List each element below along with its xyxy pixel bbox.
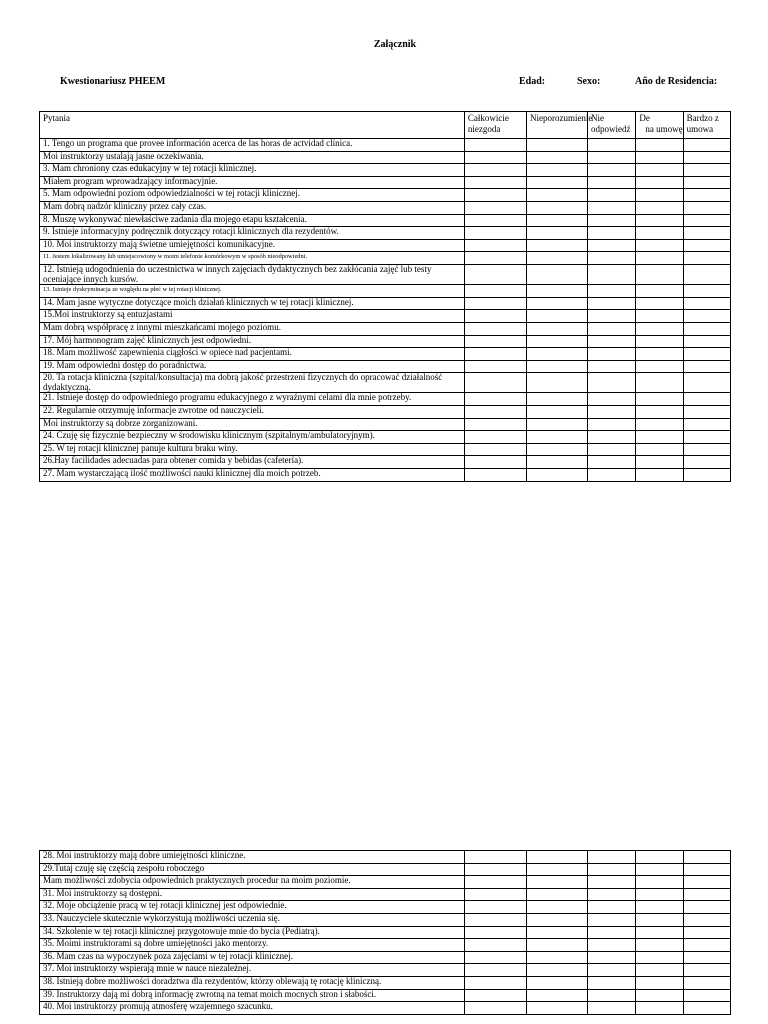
answer-cell-1[interactable] [464, 964, 526, 977]
question-text: 32. Moje obciążenie pracą w tej rotacji klinicznej jest odpowiednie. [40, 901, 465, 914]
answer-cell-4[interactable] [636, 189, 683, 202]
answer-cell-5[interactable] [683, 456, 730, 469]
answer-cell-4[interactable] [636, 373, 683, 393]
answer-cell-1[interactable] [464, 926, 526, 939]
answer-cell-1[interactable] [464, 951, 526, 964]
column-header-na-umowe [636, 112, 683, 139]
answer-cell-5[interactable] [683, 393, 730, 406]
answer-cell-3[interactable] [587, 151, 635, 164]
answer-cell-5[interactable] [683, 1002, 730, 1015]
answer-cell-2[interactable] [526, 876, 587, 889]
table-row [40, 863, 731, 876]
answer-cell-1[interactable] [464, 989, 526, 1002]
answer-cell-1[interactable] [464, 939, 526, 952]
answer-cell-4[interactable] [636, 851, 683, 864]
answer-cell-4[interactable] [636, 164, 683, 177]
table-row [40, 851, 731, 864]
answer-cell-5[interactable] [683, 976, 730, 989]
table-row [40, 964, 731, 977]
table-row [40, 297, 731, 310]
answer-cell-5[interactable] [683, 360, 730, 373]
answer-cell-2[interactable] [526, 1002, 587, 1015]
table-row [40, 214, 731, 227]
answer-cell-4[interactable] [636, 1002, 683, 1015]
question-text: 21. Istnieje dostęp do odpowiedniego programu edukacyjnego z wyraźnymi celami dla mnie potrzeby. [40, 393, 465, 406]
table-row [40, 176, 731, 189]
answer-cell-1[interactable] [464, 406, 526, 419]
answer-cell-3[interactable] [587, 214, 635, 227]
column-header-pytania: Pytania [40, 112, 465, 139]
table-row [40, 926, 731, 939]
answer-cell-2[interactable] [526, 406, 587, 419]
answer-cell-3[interactable] [587, 939, 635, 952]
answer-cell-1[interactable] [464, 285, 526, 298]
table-row [40, 456, 731, 469]
question-text: 31. Moi instruktorzy są dostępni. [40, 888, 465, 901]
question-text: Mam dobrą współpracę z innymi mieszkańcami mojego poziomu. [40, 322, 465, 335]
answer-cell-5[interactable] [683, 285, 730, 298]
table-row [40, 469, 731, 482]
table-row [40, 139, 731, 152]
answer-cell-3[interactable] [587, 431, 635, 444]
answer-cell-4[interactable] [636, 863, 683, 876]
answer-cell-2[interactable] [526, 989, 587, 1002]
answer-cell-5[interactable] [683, 443, 730, 456]
questionnaire-table-page1 [39, 111, 731, 482]
answer-cell-5[interactable] [683, 151, 730, 164]
table-row [40, 913, 731, 926]
table-row [40, 393, 731, 406]
answer-cell-5[interactable] [683, 851, 730, 864]
answer-cell-5[interactable] [683, 989, 730, 1002]
answer-cell-1[interactable] [464, 151, 526, 164]
answer-cell-5[interactable] [683, 310, 730, 323]
table-row [40, 431, 731, 444]
question-text: 12. Istnieją udogodnienia do uczestnictwa w innych zajęciach dydaktycznych bez zakłócania zajęć lub testy oceniające innych kursów. [40, 264, 465, 284]
answer-cell-2[interactable] [526, 951, 587, 964]
questionnaire-table-page2 [39, 850, 731, 1015]
answer-cell-4[interactable] [636, 443, 683, 456]
table-row [40, 151, 731, 164]
answer-cell-3[interactable] [587, 297, 635, 310]
answer-cell-4[interactable] [636, 348, 683, 361]
answer-cell-4[interactable] [636, 214, 683, 227]
table-row [40, 201, 731, 214]
answer-cell-1[interactable] [464, 431, 526, 444]
answer-cell-3[interactable] [587, 888, 635, 901]
answer-cell-3[interactable] [587, 227, 635, 240]
answer-cell-5[interactable] [683, 201, 730, 214]
answer-cell-3[interactable] [587, 989, 635, 1002]
table-row [40, 951, 731, 964]
answer-cell-4[interactable] [636, 335, 683, 348]
answer-cell-3[interactable] [587, 348, 635, 361]
answer-cell-2[interactable] [526, 264, 587, 284]
answer-cell-1[interactable] [464, 201, 526, 214]
answer-cell-2[interactable] [526, 201, 587, 214]
table-row [40, 443, 731, 456]
answer-cell-3[interactable] [587, 373, 635, 393]
answer-cell-2[interactable] [526, 239, 587, 252]
answer-cell-3[interactable] [587, 469, 635, 482]
table-row [40, 989, 731, 1002]
answer-cell-1[interactable] [464, 239, 526, 252]
answer-cell-2[interactable] [526, 469, 587, 482]
question-text: 22. Regularnie otrzymuję informacje zwrotne od nauczycieli. [40, 406, 465, 419]
answer-cell-5[interactable] [683, 264, 730, 284]
question-text: 40. Moi instruktorzy promują atmosferę wzajemnego szacunku. [40, 1002, 465, 1015]
answer-cell-3[interactable] [587, 322, 635, 335]
question-text: 15.Moi instruktorzy są entuzjastami [40, 310, 465, 323]
answer-cell-3[interactable] [587, 360, 635, 373]
answer-cell-4[interactable] [636, 139, 683, 152]
answer-cell-2[interactable] [526, 976, 587, 989]
table-row [40, 285, 731, 298]
answer-cell-2[interactable] [526, 443, 587, 456]
answer-cell-1[interactable] [464, 360, 526, 373]
answer-cell-3[interactable] [587, 176, 635, 189]
answer-cell-1[interactable] [464, 310, 526, 323]
answer-cell-1[interactable] [464, 418, 526, 431]
answer-cell-1[interactable] [464, 876, 526, 889]
answer-cell-3[interactable] [587, 951, 635, 964]
column-header-bardzo-z-umowa: Bardzo z umowa [683, 112, 730, 139]
answer-cell-4[interactable] [636, 964, 683, 977]
answer-cell-5[interactable] [683, 406, 730, 419]
answer-cell-4[interactable] [636, 239, 683, 252]
table-row [40, 335, 731, 348]
answer-cell-5[interactable] [683, 888, 730, 901]
question-text: Miałem program wprowadzający informacyjnie. [40, 176, 465, 189]
answer-cell-4[interactable] [636, 322, 683, 335]
answer-cell-4[interactable] [636, 901, 683, 914]
answer-cell-2[interactable] [526, 139, 587, 152]
answer-cell-4[interactable] [636, 469, 683, 482]
question-text: 25. W tej rotacji klinicznej panuje kultura braku winy. [40, 443, 465, 456]
answer-cell-4[interactable] [636, 285, 683, 298]
question-text: 20. Ta rotacja kliniczna (szpital/konsultacja) ma dobrą jakość przestrzeni fizycznych do opracować działalność dydaktyczną. [40, 373, 465, 393]
page-title: Załącznik [373, 39, 417, 50]
question-text: 1. Tengo un programa que provee información acerca de las horas de actvidad clínica. [40, 139, 465, 152]
answer-cell-1[interactable] [464, 443, 526, 456]
question-text: 17. Mój harmonogram zajęć klinicznych jest odpowiedni. [40, 335, 465, 348]
answer-cell-4[interactable] [636, 201, 683, 214]
table-row [40, 227, 731, 240]
table-row [40, 310, 731, 323]
answer-cell-1[interactable] [464, 976, 526, 989]
answer-cell-4[interactable] [636, 252, 683, 265]
answer-cell-5[interactable] [683, 214, 730, 227]
table-row [40, 876, 731, 889]
answer-cell-2[interactable] [526, 310, 587, 323]
answer-cell-3[interactable] [587, 201, 635, 214]
answer-cell-2[interactable] [526, 926, 587, 939]
answer-cell-5[interactable] [683, 297, 730, 310]
anio-residencia-label: Año de Residencia: [635, 76, 718, 87]
answer-cell-5[interactable] [683, 876, 730, 889]
question-text: 33. Nauczyciele skutecznie wykorzystują możliwości uczenia się. [40, 913, 465, 926]
answer-cell-1[interactable] [464, 335, 526, 348]
answer-cell-2[interactable] [526, 393, 587, 406]
answer-cell-1[interactable] [464, 863, 526, 876]
question-text: 39. Instruktorzy dają mi dobrą informację zwrotną na temat moich mocnych stron i słabości. [40, 989, 465, 1002]
answer-cell-3[interactable] [587, 863, 635, 876]
answer-cell-1[interactable] [464, 469, 526, 482]
answer-cell-5[interactable] [683, 335, 730, 348]
question-text: Moi instruktorzy ustalają jasne oczekiwania. [40, 151, 465, 164]
question-text: 14. Mam jasne wytyczne dotyczące moich działań klinicznych w tej rotacji klinicznej. [40, 297, 465, 310]
answer-cell-4[interactable] [636, 913, 683, 926]
answer-cell-3[interactable] [587, 310, 635, 323]
answer-cell-5[interactable] [683, 348, 730, 361]
answer-cell-4[interactable] [636, 360, 683, 373]
answer-cell-4[interactable] [636, 976, 683, 989]
answer-cell-1[interactable] [464, 176, 526, 189]
answer-cell-3[interactable] [587, 285, 635, 298]
answer-cell-1[interactable] [464, 322, 526, 335]
answer-cell-5[interactable] [683, 189, 730, 202]
answer-cell-4[interactable] [636, 951, 683, 964]
answer-cell-5[interactable] [683, 939, 730, 952]
answer-cell-2[interactable] [526, 901, 587, 914]
question-text: 10. Moi instruktorzy mają świetne umiejętności komunikacyjne. [40, 239, 465, 252]
answer-cell-1[interactable] [464, 297, 526, 310]
answer-cell-5[interactable] [683, 863, 730, 876]
table-row [40, 252, 731, 265]
answer-cell-2[interactable] [526, 285, 587, 298]
answer-cell-5[interactable] [683, 913, 730, 926]
question-text: 36. Mam czas na wypoczynek poza zajęciami w tej rotacji klinicznej. [40, 951, 465, 964]
answer-cell-4[interactable] [636, 418, 683, 431]
answer-cell-3[interactable] [587, 964, 635, 977]
answer-cell-1[interactable] [464, 252, 526, 265]
answer-cell-2[interactable] [526, 913, 587, 926]
answer-cell-4[interactable] [636, 151, 683, 164]
table-row [40, 976, 731, 989]
answer-cell-2[interactable] [526, 939, 587, 952]
answer-cell-4[interactable] [636, 393, 683, 406]
answer-cell-2[interactable] [526, 418, 587, 431]
answer-cell-4[interactable] [636, 989, 683, 1002]
answer-cell-4[interactable] [636, 310, 683, 323]
question-text: Mam dobrą nadzór kliniczny przez cały czas. [40, 201, 465, 214]
answer-cell-2[interactable] [526, 252, 587, 265]
question-text: 34. Szkolenie w tej rotacji klinicznej przygotowuje mnie do bycia (Pediatrą). [40, 926, 465, 939]
table-row [40, 322, 731, 335]
question-text: 35. Moimi instruktorami są dobre umiejętności jako mentorzy. [40, 939, 465, 952]
answer-cell-5[interactable] [683, 176, 730, 189]
answer-cell-5[interactable] [683, 373, 730, 393]
answer-cell-3[interactable] [587, 913, 635, 926]
table-row [40, 901, 731, 914]
question-text: Moi instruktorzy są dobrze zorganizowani. [40, 418, 465, 431]
answer-cell-3[interactable] [587, 239, 635, 252]
question-text: 37. Moi instruktorzy wspierają mnie w nauce niezależnej. [40, 964, 465, 977]
question-text: 3. Mam chroniony czas edukacyjny w tej rotacji klinicznej. [40, 164, 465, 177]
answer-cell-2[interactable] [526, 431, 587, 444]
table-row [40, 418, 731, 431]
answer-cell-2[interactable] [526, 348, 587, 361]
table-row [40, 348, 731, 361]
answer-cell-4[interactable] [636, 227, 683, 240]
answer-cell-3[interactable] [587, 139, 635, 152]
table-row [40, 239, 731, 252]
answer-cell-3[interactable] [587, 901, 635, 914]
questionnaire-label: Kwestionariusz PHEEM [60, 76, 166, 87]
answer-cell-2[interactable] [526, 297, 587, 310]
answer-cell-3[interactable] [587, 926, 635, 939]
question-text: 19. Mam odpowiedni dostęp do poradnictwa. [40, 360, 465, 373]
table-row [40, 373, 731, 393]
answer-cell-1[interactable] [464, 227, 526, 240]
table-row [40, 360, 731, 373]
answer-cell-4[interactable] [636, 926, 683, 939]
column-header-nieporozumienie: Nieporozumienie [526, 112, 587, 139]
answer-cell-4[interactable] [636, 176, 683, 189]
questionnaire-body-page2 [40, 851, 731, 1015]
column-header-na-umowe-text: na umowę [645, 124, 683, 134]
answer-cell-1[interactable] [464, 456, 526, 469]
answer-cell-2[interactable] [526, 151, 587, 164]
answer-cell-2[interactable] [526, 164, 587, 177]
question-text: 29.Tutaj czuję się częścią zespołu roboczego [40, 863, 465, 876]
table-row [40, 164, 731, 177]
question-text: 24. Czuję się fizycznie bezpieczny w środowisku klinicznym (szpitalnym/ambulatoryjnym). [40, 431, 465, 444]
answer-cell-5[interactable] [683, 322, 730, 335]
answer-cell-2[interactable] [526, 227, 587, 240]
answer-cell-4[interactable] [636, 888, 683, 901]
answer-cell-5[interactable] [683, 164, 730, 177]
answer-cell-3[interactable] [587, 393, 635, 406]
answer-cell-1[interactable] [464, 164, 526, 177]
answer-cell-2[interactable] [526, 373, 587, 393]
answer-cell-2[interactable] [526, 888, 587, 901]
answer-cell-1[interactable] [464, 264, 526, 284]
answer-cell-5[interactable] [683, 252, 730, 265]
answer-cell-4[interactable] [636, 876, 683, 889]
answer-cell-1[interactable] [464, 1002, 526, 1015]
table-row [40, 189, 731, 202]
question-text: 38. Istnieją dobre możliwości doradztwa dla rezydentów, którzy oblewają tę rotację kliniczną. [40, 976, 465, 989]
answer-cell-5[interactable] [683, 418, 730, 431]
answer-cell-2[interactable] [526, 360, 587, 373]
answer-cell-4[interactable] [636, 456, 683, 469]
answer-cell-5[interactable] [683, 431, 730, 444]
question-text: Mam możliwości zdobycia odpowiednich praktycznych procedur na moim poziomie. [40, 876, 465, 889]
answer-cell-2[interactable] [526, 851, 587, 864]
sexo-label: Sexo: [577, 76, 601, 87]
answer-cell-2[interactable] [526, 189, 587, 202]
table-row [40, 1002, 731, 1015]
question-text: 9. Istnieje informacyjny podręcznik dotyczący rotacji klinicznych dla rezydentów. [40, 227, 465, 240]
answer-cell-1[interactable] [464, 888, 526, 901]
question-text: 13. Istnieje dyskryminacja ze względu na płeć w tej rotacji klinicznej. [40, 285, 465, 298]
answer-cell-5[interactable] [683, 901, 730, 914]
question-text: 11. Jestem lokalizowany lub umiejscowiony w moim telefonie komórkowym w sposób nieodpowiedni. [40, 252, 465, 265]
answer-cell-3[interactable] [587, 456, 635, 469]
answer-cell-3[interactable] [587, 976, 635, 989]
answer-cell-1[interactable] [464, 139, 526, 152]
answer-cell-4[interactable] [636, 939, 683, 952]
edad-label: Edad: [519, 76, 546, 87]
answer-cell-4[interactable] [636, 297, 683, 310]
question-text: 28. Moi instruktorzy mają dobre umiejętności kliniczne. [40, 851, 465, 864]
question-text: 18. Mam możliwość zapewnienia ciągłości w opiece nad pacjentami. [40, 348, 465, 361]
answer-cell-3[interactable] [587, 851, 635, 864]
answer-cell-3[interactable] [587, 418, 635, 431]
answer-cell-3[interactable] [587, 1002, 635, 1015]
question-text: 5. Mam odpowiedni poziom odpowiedzialności w tej rotacji klinicznej. [40, 189, 465, 202]
answer-cell-3[interactable] [587, 406, 635, 419]
answer-cell-5[interactable] [683, 227, 730, 240]
question-text: 27. Mam wystarczającą ilość możliwości nauki klinicznej dla moich potrzeb. [40, 469, 465, 482]
table-row [40, 888, 731, 901]
answer-cell-3[interactable] [587, 252, 635, 265]
answer-cell-5[interactable] [683, 469, 730, 482]
answer-cell-1[interactable] [464, 393, 526, 406]
answer-cell-2[interactable] [526, 456, 587, 469]
question-text: 8. Muszę wykonywać niewłaściwe zadania dla mojego etapu kształcenia. [40, 214, 465, 227]
column-header-calkowicie-niezgoda: Całkowicie niezgoda [464, 112, 526, 139]
answer-cell-1[interactable] [464, 373, 526, 393]
table-row [40, 264, 731, 284]
answer-cell-4[interactable] [636, 264, 683, 284]
table-header-row [40, 112, 731, 139]
answer-cell-4[interactable] [636, 406, 683, 419]
answer-cell-2[interactable] [526, 863, 587, 876]
table-row [40, 939, 731, 952]
answer-cell-1[interactable] [464, 913, 526, 926]
answer-cell-5[interactable] [683, 964, 730, 977]
answer-cell-5[interactable] [683, 926, 730, 939]
answer-cell-2[interactable] [526, 335, 587, 348]
answer-cell-4[interactable] [636, 431, 683, 444]
answer-cell-1[interactable] [464, 851, 526, 864]
answer-cell-3[interactable] [587, 264, 635, 284]
answer-cell-2[interactable] [526, 964, 587, 977]
column-header-nie-odpowiedz: Nie odpowiedź [587, 112, 635, 139]
answer-cell-3[interactable] [587, 335, 635, 348]
answer-cell-2[interactable] [526, 176, 587, 189]
table-row [40, 406, 731, 419]
answer-cell-5[interactable] [683, 239, 730, 252]
answer-cell-3[interactable] [587, 876, 635, 889]
answer-cell-5[interactable] [683, 139, 730, 152]
questionnaire-body-page1 [40, 139, 731, 482]
answer-cell-2[interactable] [526, 322, 587, 335]
answer-cell-1[interactable] [464, 214, 526, 227]
answer-cell-1[interactable] [464, 348, 526, 361]
column-header-de: De [639, 113, 650, 123]
answer-cell-3[interactable] [587, 443, 635, 456]
question-text: 26.Hay facilidades adecuadas para obtener comida y bebidas (cafetería). [40, 456, 465, 469]
answer-cell-3[interactable] [587, 189, 635, 202]
answer-cell-1[interactable] [464, 901, 526, 914]
answer-cell-1[interactable] [464, 189, 526, 202]
answer-cell-2[interactable] [526, 214, 587, 227]
answer-cell-3[interactable] [587, 164, 635, 177]
answer-cell-5[interactable] [683, 951, 730, 964]
